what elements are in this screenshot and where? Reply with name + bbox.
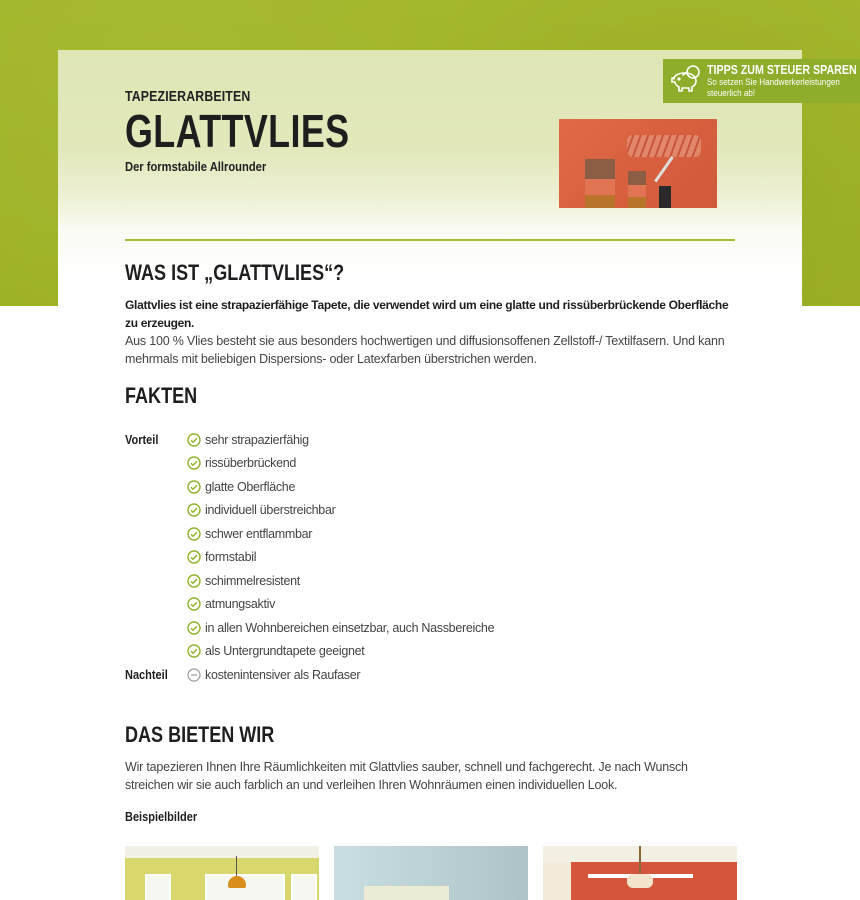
gallery-image-3[interactable] (543, 846, 737, 900)
fact-text: in allen Wohnbereichen einsetzbar, auch Nassbereiche (205, 620, 495, 635)
chandelier (627, 874, 653, 888)
offer-text: Wir tapezieren Ihnen Ihre Räumlichkeiten mit Glattvlies sauber, schnell und fachgerecht. Je nach Wunsch streichen wir sie auch farblich an und verleihen Ihren Wohnräumen einen individuellen Look. (125, 760, 688, 792)
hero-subtitle: Der formstabile Allrounder (125, 159, 267, 174)
fact-item-disadvantage (125, 663, 735, 687)
fact-item (125, 616, 735, 640)
banner-subtitle-1: So setzen Sie Handwerkerleistungen (707, 77, 840, 87)
fact-text: als Untergrundtapete geeignet (205, 644, 365, 659)
fact-text: formstabil (205, 550, 257, 565)
window (145, 874, 171, 900)
banner-subtitle-2: steuerlich ab! (707, 88, 756, 98)
gallery-image-2[interactable] (334, 846, 528, 900)
fact-text: atmungsaktiv (205, 597, 276, 612)
what-is-body: Aus 100 % Vlies besteht sie aus besonders hochwertigen und diffusionsoffenen Zellstoff-/ Textilfasern. Und kann mehrmals mit beliebigen Dispersions- oder Latexfarben überstrichen werden. (125, 334, 725, 366)
fact-text: sehr strapazierfähig (205, 432, 309, 447)
section-divider (125, 239, 735, 241)
heading-facts: FAKTEN (125, 383, 198, 408)
fact-item (125, 569, 735, 593)
minus-circle-icon (187, 668, 201, 682)
advantages-label: Vorteil (125, 432, 159, 447)
facts-list (125, 428, 735, 687)
roller-handle (654, 156, 674, 182)
fact-item (125, 499, 735, 523)
fact-item (125, 452, 735, 476)
fact-text: glatte Oberfläche (205, 479, 296, 494)
check-circle-icon (187, 456, 201, 470)
heading-what-is: WAS IST „GLATTVLIES“? (125, 260, 345, 285)
piggy-bank-icon (668, 64, 704, 98)
banner-title: TIPPS ZUM STEUER SPAREN (707, 62, 857, 77)
what-is-text (125, 296, 735, 368)
fact-text: schimmelresistent (205, 573, 300, 588)
roller-grip (659, 186, 671, 208)
check-circle-icon (187, 574, 201, 588)
gallery-image-1[interactable] (125, 846, 319, 900)
fact-item (125, 475, 735, 499)
heading-offer: DAS BIETEN WIR (125, 722, 275, 747)
hero-image (559, 119, 717, 208)
check-circle-icon (187, 550, 201, 564)
fact-item (125, 593, 735, 617)
disadvantages-label: Nachteil (125, 667, 168, 682)
fact-item (125, 546, 735, 570)
check-circle-icon (187, 503, 201, 517)
check-circle-icon (187, 597, 201, 611)
page-title: GLATTVLIES (125, 105, 350, 157)
fact-item (125, 522, 735, 546)
check-circle-icon (187, 433, 201, 447)
check-circle-icon (187, 644, 201, 658)
wall-painting (364, 886, 449, 900)
fact-text: schwer entflammbar (205, 526, 313, 541)
window (291, 874, 317, 900)
check-circle-icon (187, 527, 201, 541)
fact-item (125, 428, 735, 452)
fact-item (125, 640, 735, 664)
chandelier-chain (639, 846, 641, 874)
gallery-label: Beispielbilder (125, 810, 198, 824)
tax-tips-banner[interactable] (663, 59, 860, 103)
hero-kicker: TAPEZIERARBEITEN (125, 88, 251, 105)
fact-text: individuell überstreichbar (205, 503, 336, 518)
fact-text: kostenintensiver als Raufaser (205, 667, 361, 682)
paint-roller-icon (627, 135, 701, 157)
lamp-shade (228, 876, 246, 888)
hero-section (125, 88, 413, 174)
check-circle-icon (187, 480, 201, 494)
check-circle-icon (187, 621, 201, 635)
paint-brush-small-icon (628, 171, 646, 208)
paint-brush-icon (585, 159, 615, 208)
fact-text: rissüberbrückend (205, 456, 297, 471)
example-gallery (125, 846, 737, 900)
what-is-lead: Glattvlies ist eine strapazierfähige Tapete, die verwendet wird um eine glatte und rissüberbrückende Oberfläche zu erzeugen. (125, 298, 729, 330)
